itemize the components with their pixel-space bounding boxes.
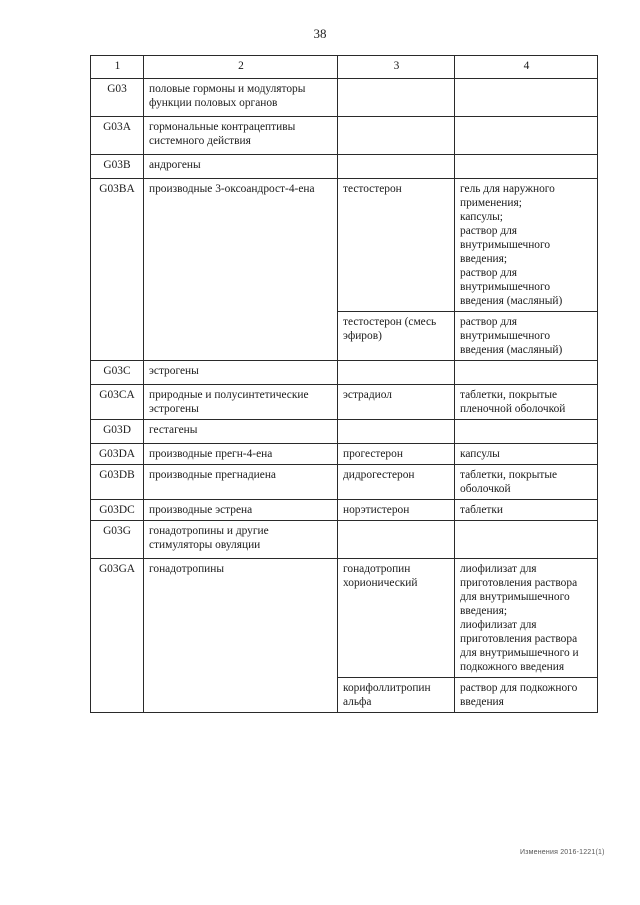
atc-code-cell: G03BA bbox=[91, 179, 144, 361]
drug-name-cell: эстрадиол bbox=[338, 385, 455, 420]
dosage-form-line: раствор для внутримышечного введения (масляный) bbox=[460, 316, 563, 356]
footer-document-code: Изменения 2016-1221(1) bbox=[520, 849, 605, 856]
group-name-cell: андрогены bbox=[144, 155, 338, 179]
table-row bbox=[91, 179, 598, 312]
dosage-form-line: капсулы; bbox=[460, 211, 503, 223]
dosage-form-line: таблетки, покрытые оболочкой bbox=[460, 469, 558, 495]
dosage-form-cell bbox=[455, 678, 598, 713]
dosage-form-cell bbox=[455, 385, 598, 420]
dosage-form-line: гель для наружного применения; bbox=[460, 183, 555, 209]
drug-name-cell bbox=[338, 420, 455, 444]
dosage-form-line: раствор для внутримышечного введения (масляный) bbox=[460, 267, 563, 307]
drug-name-cell bbox=[338, 155, 455, 179]
atc-code-cell: G03CA bbox=[91, 385, 144, 420]
table-row bbox=[91, 385, 598, 420]
drug-name-cell bbox=[338, 521, 455, 559]
dosage-form-cell bbox=[455, 465, 598, 500]
atc-code-cell: G03 bbox=[91, 79, 144, 117]
dosage-form-cell bbox=[455, 521, 598, 559]
atc-code-cell: G03GA bbox=[91, 559, 144, 713]
atc-code-cell: G03DC bbox=[91, 500, 144, 521]
page-number: 38 bbox=[313, 26, 327, 41]
table-row bbox=[91, 465, 598, 500]
dosage-form-cell bbox=[455, 559, 598, 678]
group-name-cell: эстрогены bbox=[144, 361, 338, 385]
drug-name-cell: корифоллитропин альфа bbox=[338, 678, 455, 713]
header-cell-3: 3 bbox=[338, 56, 455, 79]
group-name-cell: половые гормоны и модуляторы функции половых органов bbox=[144, 79, 338, 117]
drug-classification-table bbox=[90, 55, 598, 713]
drug-name-cell: гонадотропин хорионический bbox=[338, 559, 455, 678]
dosage-form-cell bbox=[455, 179, 598, 312]
group-name-cell: производные эстрена bbox=[144, 500, 338, 521]
drug-name-cell bbox=[338, 79, 455, 117]
atc-code-cell: G03G bbox=[91, 521, 144, 559]
table-row bbox=[91, 79, 598, 117]
group-name-cell: гестагены bbox=[144, 420, 338, 444]
header-cell-1: 1 bbox=[91, 56, 144, 79]
dosage-form-line: раствор для подкожного введения bbox=[460, 682, 578, 708]
dosage-form-cell bbox=[455, 117, 598, 155]
group-name-cell: природные и полусинтетические эстрогены bbox=[144, 385, 338, 420]
table-row bbox=[91, 444, 598, 465]
table-row bbox=[91, 500, 598, 521]
table-row bbox=[91, 559, 598, 678]
drug-name-cell bbox=[338, 117, 455, 155]
table-row bbox=[91, 420, 598, 444]
drug-name-cell bbox=[338, 361, 455, 385]
group-name-cell: производные прегнадиена bbox=[144, 465, 338, 500]
dosage-form-line: лиофилизат для приготовления раствора для внутримышечного и подкожного введения bbox=[460, 619, 579, 673]
group-name-cell: производные 3-оксоандрост-4-ена bbox=[144, 179, 338, 361]
dosage-form-cell bbox=[455, 155, 598, 179]
table-row bbox=[91, 117, 598, 155]
dosage-form-cell bbox=[455, 420, 598, 444]
dosage-form-cell bbox=[455, 444, 598, 465]
drug-name-cell: норэтистерон bbox=[338, 500, 455, 521]
header-cell-2: 2 bbox=[144, 56, 338, 79]
atc-code-cell: G03A bbox=[91, 117, 144, 155]
atc-code-cell: G03D bbox=[91, 420, 144, 444]
group-name-cell: гонадотропины bbox=[144, 559, 338, 713]
group-name-cell: производные прегн-4-ена bbox=[144, 444, 338, 465]
dosage-form-cell bbox=[455, 79, 598, 117]
group-name-cell: гормональные контрацептивы системного действия bbox=[144, 117, 338, 155]
table-row bbox=[91, 361, 598, 385]
dosage-form-line: лиофилизат для приготовления раствора для внутримышечного введения; bbox=[460, 563, 578, 617]
atc-code-cell: G03B bbox=[91, 155, 144, 179]
atc-code-cell: G03C bbox=[91, 361, 144, 385]
dosage-form-line: капсулы bbox=[460, 448, 500, 460]
table-row bbox=[91, 155, 598, 179]
dosage-form-line: таблетки, покрытые пленочной оболочкой bbox=[460, 389, 566, 415]
atc-code-cell: G03DA bbox=[91, 444, 144, 465]
dosage-form-line: раствор для внутримышечного введения; bbox=[460, 225, 551, 265]
dosage-form-cell bbox=[455, 500, 598, 521]
table-body bbox=[91, 56, 598, 713]
table-header-row bbox=[91, 56, 598, 79]
dosage-form-cell bbox=[455, 361, 598, 385]
drug-name-cell: тестостерон bbox=[338, 179, 455, 312]
drug-name-cell: тестостерон (смесь эфиров) bbox=[338, 312, 455, 361]
atc-code-cell: G03DB bbox=[91, 465, 144, 500]
table-row bbox=[91, 521, 598, 559]
dosage-form-cell bbox=[455, 312, 598, 361]
drug-name-cell: прогестерон bbox=[338, 444, 455, 465]
drug-name-cell: дидрогестерон bbox=[338, 465, 455, 500]
group-name-cell: гонадотропины и другие стимуляторы овуляции bbox=[144, 521, 338, 559]
header-cell-4: 4 bbox=[455, 56, 598, 79]
dosage-form-line: таблетки bbox=[460, 504, 504, 516]
